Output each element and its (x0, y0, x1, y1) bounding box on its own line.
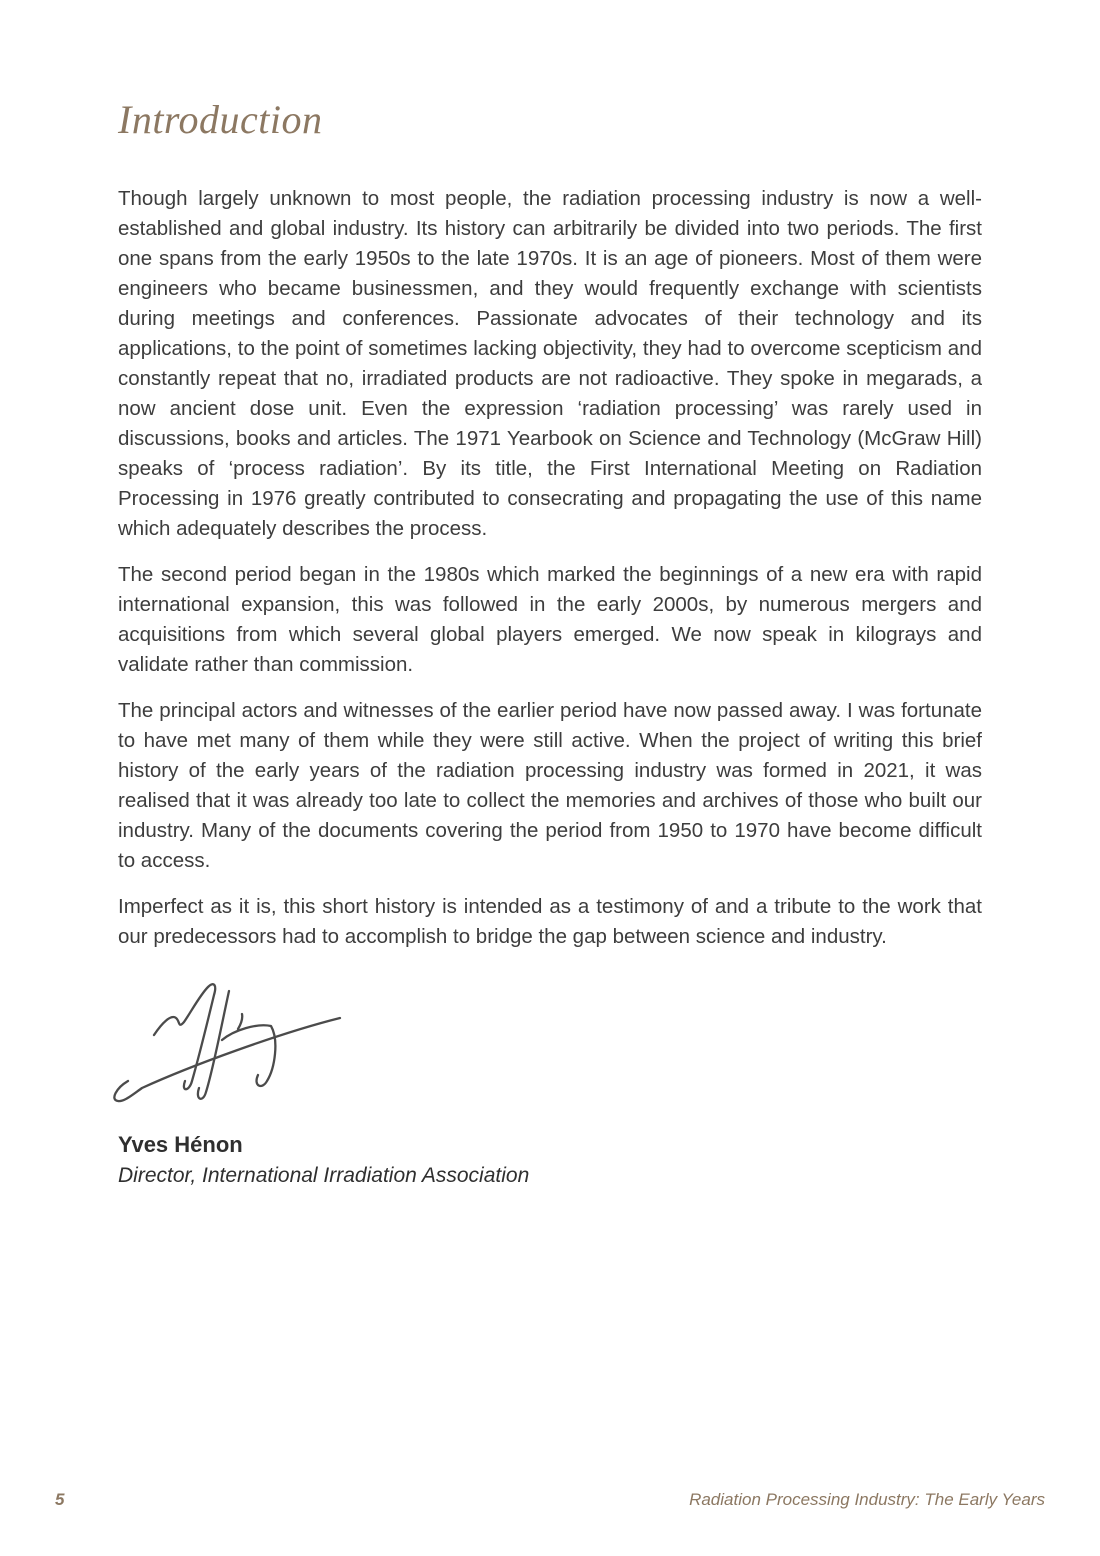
page-footer (55, 1490, 1045, 1510)
body-paragraph-3: The principal actors and witnesses of the earlier period have now passed away. I was fortunate to have met many of them while they were still active. When the project of writing this brief history of the early years of the radiation processing industry was formed in 2021, it was realised that it was already too late to collect the memories and archives of those who built our industry. Many of the documents covering the period from 1950 to 1970 have become difficult to access. (118, 699, 982, 872)
signature-block (118, 978, 982, 1188)
body-paragraph-4: Imperfect as it is, this short history is intended as a testimony of and a tribute to the work that our predecessors had to accomplish to bridge the gap between science and industry. (118, 895, 982, 948)
author-name: Yves Hénon (118, 1132, 243, 1157)
section-heading: Introduction (118, 97, 323, 142)
body-paragraph-1: Though largely unknown to most people, the radiation processing industry is now a well-established and global industry. Its history can arbitrarily be divided into two periods. The first one spans from the early 1950s to the late 1970s. It is an age of pioneers. Most of them were engineers who became businessmen, and they would frequently exchange with scientists during meetings and conferences. Passionate advocates of their technology and its applications, to the point of sometimes lacking objectivity, they had to overcome scepticism and constantly repeat that no, irradiated products are not radioactive. They spoke in megarads, a now ancient dose unit. Even the expression ‘radiation processing’ was rarely used in discussions, books and articles. The 1971 Yearbook on Science and Technology (McGraw Hill) speaks of ‘process radiation’. By its title, the First International Meeting on Radiation Processing in 1976 greatly contributed to consecrating and propagating the use of this name which adequately describes the process. (118, 187, 982, 540)
page-number: 5 (55, 1490, 65, 1509)
author-title: Director, International Irradiation Association (118, 1164, 530, 1187)
footer-book-title: Radiation Processing Industry: The Early Years (689, 1490, 1045, 1509)
body-paragraph-2: The second period began in the 1980s which marked the beginnings of a new era with rapid international expansion, this was followed in the early 2000s, by numerous mergers and acquisitions from which several global players emerged. We now speak in kilograys and validate rather than commission. (118, 563, 982, 676)
signature-image (110, 978, 350, 1108)
